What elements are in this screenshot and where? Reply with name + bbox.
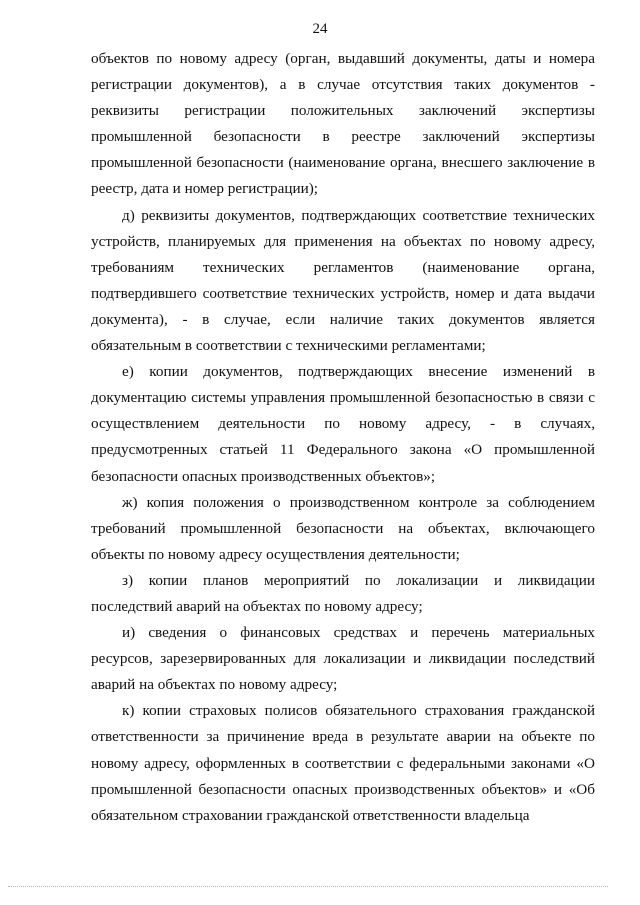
paragraph-item-k: к) копии страховых полисов обязательного страхования гражданской ответственности за причинение вреда в результате аварии на объекте по новому адресу, оформленных в соответствии с федеральными законами «О промышленной безопасности опасных производственных объектов» и «Об обязательном страховании гражданской ответственности владельца: [91, 702, 595, 824]
paragraph-item-i: и) сведения о финансовых средствах и перечень материальных ресурсов, зарезервированных для локализации и ликвидации последствий аварий на объектах по новому адресу;: [91, 624, 595, 694]
paragraph-continuation: объектов по новому адресу (орган, выдавший документы, даты и номера регистрации документов), а в случае отсутствия таких документов - реквизиты регистрации положительных заключений экспертизы промышленной безопасности в реестре заключений экспертизы промышленной безопасности (наименование органа, внесшего заключение в реестр, дата и номер регистрации);: [91, 50, 595, 198]
scan-edge-line: [8, 886, 608, 887]
paragraph-item-z: з) копии планов мероприятий по локализации и ликвидации последствий аварий на объектах по новому адресу;: [91, 571, 595, 615]
document-body: [91, 46, 595, 829]
paragraph-item-e: е) копии документов, подтверждающих внесение изменений в документацию системы управления промышленной безопасностью в связи с осуществлением деятельности по новому адресу, - в случаях, предусмотренных статьей 11 Федерального закона «О промышленной безопасности опасных производственных объектов»;: [91, 363, 595, 485]
page-number: 24: [312, 21, 328, 37]
paragraph-item-d: д) реквизиты документов, подтверждающих соответствие технических устройств, планируемых для применения на объектах по новому адресу, требованиям технических регламентов (наименование органа, подтвердившего соответствие технических устройств, номер и дата выдачи документа), - в случае, если наличие таких документов является обязательным в соответствии с техническими регламентами;: [91, 206, 595, 355]
paragraph-item-zh: ж) копия положения о производственном контроле за соблюдением требований промышленной безопасности на объектах, включающего объекты по новому адресу осуществления деятельности;: [91, 493, 595, 563]
